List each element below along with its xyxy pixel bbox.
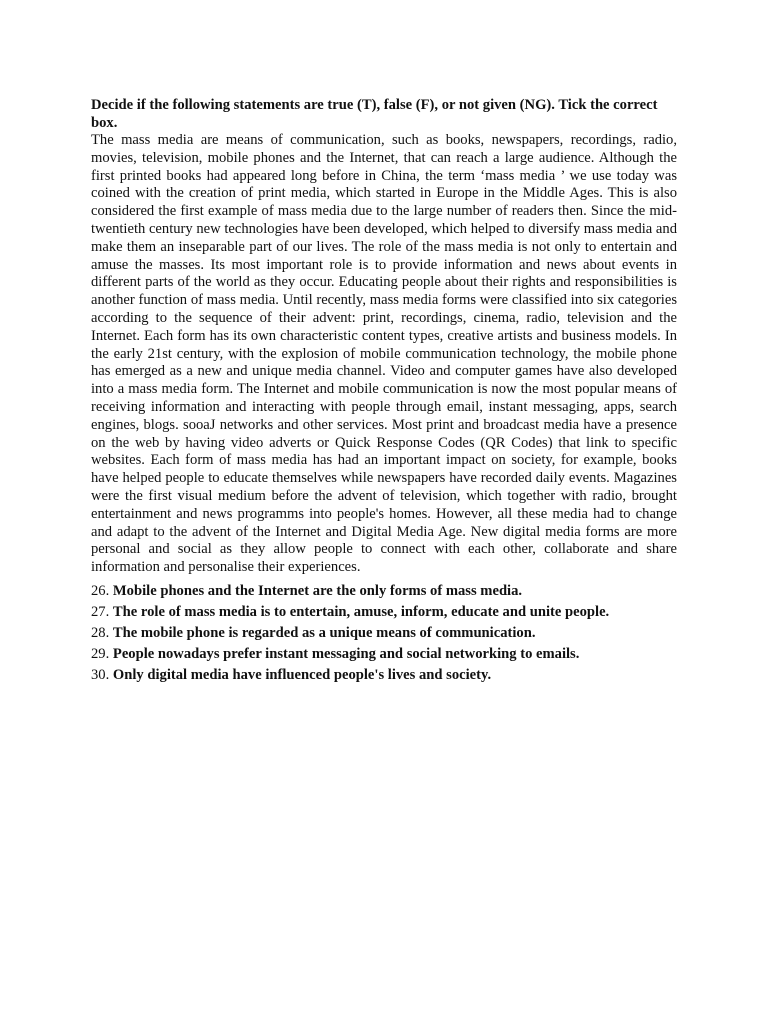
question-text: Mobile phones and the Internet are the only forms of mass media. <box>112 582 523 599</box>
reading-passage: The mass media are means of communication, such as books, newspapers, recordings, radio, movies, television, mobile phones and the Internet, that can reach a large audience. Although the first printed books had appeared long before in China, the term ‘mass media ’ we use today was coined with the creation of print media, which started in Europe in the Middle Ages. This is also considered the first example of mass media due to the large number of readers then. Since the mid-twentieth century new technologies have been developed, which helped to diversify mass media and make them an inseparable part of our lives. The role of the mass media is not only to entertain and amuse the masses. Its most important role is to provide information and news about events in different parts of the world as they occur. Educating people about their rights and responsibilities is another function of mass media. Until recently, mass media forms were classified into six categories according to the sequence of their advent: print, recordings, cinema, radio, television and the Internet. Each form has its own characteristic content types, creative artists and business models. In the early 21st century, with the explosion of mobile communication technology, the mobile phone has emerged as a new and unique media channel. Video and computer games have also developed into a mass media form. The Internet and mobile communication is now the most popular means of receiving information and interacting with people through email, instant messaging, apps, search engines, blogs. sooaJ networks and other services. Most print and broadcast media have a presence on the web by having video adverts or Quick Response Codes (QR Codes) that link to specific websites. Each form of mass media has had an important impact on society, for example, books have helped people to educate themselves while newspapers have recorded daily events. Magazines were the first visual medium before the advent of television, which together with radio, brought entertainment and news programms into people's homes. However, all these media had to change and adapt to the advent of the Internet and Digital Media Age. New digital media forms are more personal and social as they allow people to connect with each other, collaborate and share information and personalise their experiences. <box>91 132 677 576</box>
instruction-heading: Decide if the following statements are true (T), false (F), or not given (NG). Tick the correct box. <box>91 97 658 131</box>
question-item <box>91 623 677 644</box>
question-text: People nowadays prefer instant messaging and social networking to emails. <box>112 645 580 662</box>
question-number: 27. <box>91 603 110 620</box>
question-number: 30. <box>91 666 110 683</box>
document-page <box>91 96 677 686</box>
question-number: 28. <box>91 624 110 641</box>
question-item <box>91 581 677 602</box>
question-item <box>91 644 677 665</box>
question-text: The mobile phone is regarded as a unique means of communication. <box>112 624 536 641</box>
question-number: 29. <box>91 645 110 662</box>
question-text: The role of mass media is to entertain, amuse, inform, educate and unite people. <box>112 603 610 620</box>
question-text: Only digital media have influenced people's lives and society. <box>112 666 492 683</box>
question-number: 26. <box>91 582 110 599</box>
question-list <box>91 581 677 686</box>
question-item <box>91 665 677 686</box>
question-item <box>91 602 677 623</box>
